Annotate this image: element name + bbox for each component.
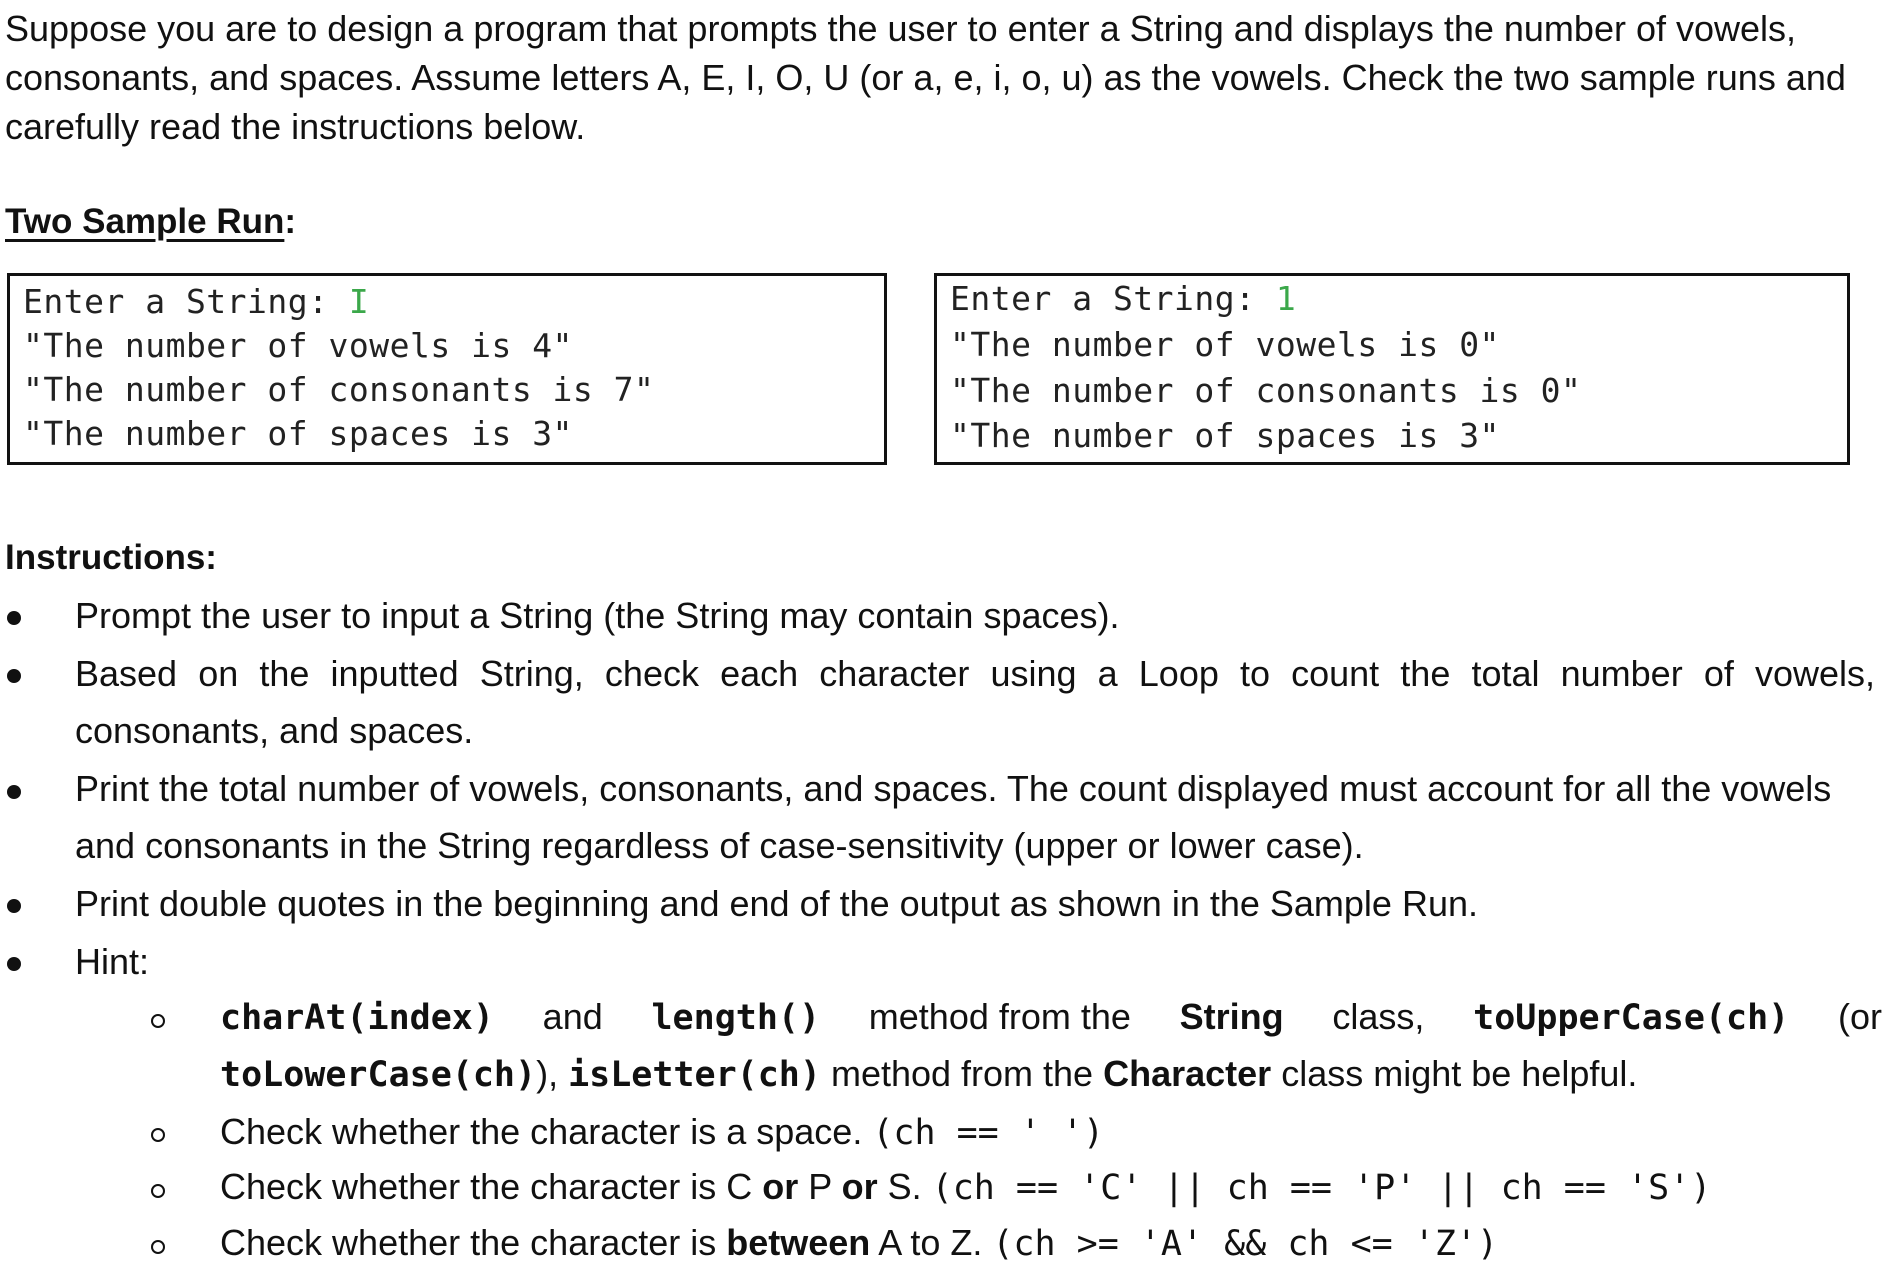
intro-paragraph — [5, 4, 1890, 151]
hint-3 — [220, 1166, 1711, 1208]
instruction-2-line-2: consonants, and spaces. — [75, 710, 474, 751]
console-2-prompt: Enter a String: — [950, 279, 1276, 318]
sample-run-heading — [5, 202, 296, 242]
bullet-icon — [7, 957, 21, 971]
intro-line-1: Suppose you are to design a program that prompts the user to enter a String and displays the number of vowels, — [5, 8, 1797, 49]
bullet-icon — [7, 899, 21, 913]
instruction-3-line-2: and consonants in the String regardless of case-sensitivity (upper or lower case). — [75, 825, 1364, 866]
bullet-icon — [7, 785, 21, 799]
hint-class-string: String — [1179, 996, 1284, 1037]
hint-text-close: ), — [536, 1053, 569, 1094]
hint-text-method-from: method from the — [868, 996, 1131, 1037]
hint-4-code: (ch >= 'A' && ch <= 'Z') — [992, 1224, 1499, 1264]
console-1-consonants-line: "The number of consonants is 7" — [23, 370, 655, 409]
hint-3-text-3: S. — [877, 1166, 932, 1207]
hint-code-length: length() — [651, 998, 821, 1038]
hint-3-text-1: Check whether the character is C — [220, 1166, 763, 1207]
hint-text-or: (or — [1837, 996, 1882, 1037]
hint-1-line-1 — [220, 996, 1882, 1038]
instructions-heading: Instructions: — [5, 538, 217, 577]
console-1-vowels-line: "The number of vowels is 4" — [23, 326, 573, 365]
hint-text-method-from-2: method from the — [820, 1053, 1104, 1094]
instruction-5-hint: Hint: — [75, 941, 150, 982]
bullet-icon — [7, 611, 21, 625]
sample-run-console-2 — [934, 273, 1850, 465]
hint-class-character: Character — [1103, 1053, 1272, 1094]
bullet-icon — [7, 669, 21, 683]
hint-3-text-2: P — [798, 1166, 842, 1207]
sub-bullet-icon — [151, 1128, 165, 1142]
sample-run-console-1 — [7, 273, 887, 465]
hint-text-helpful: class might be helpful. — [1271, 1053, 1638, 1094]
hint-4 — [220, 1222, 1498, 1264]
sample-run-heading-label: Two Sample Run — [5, 202, 285, 241]
console-1-input: I — [348, 282, 370, 321]
hint-code-tolowercase: toLowerCase(ch) — [220, 1055, 537, 1095]
hint-3-or-1: or — [762, 1166, 799, 1207]
intro-line-2: consonants, and spaces. Assume letters A, E, I, O, U (or a, e, i, o, u) as the vowels. Check the two sample runs and — [5, 57, 1846, 98]
hint-code-charat: charAt(index) — [220, 998, 494, 1038]
console-1-prompt: Enter a String: — [23, 282, 349, 321]
console-2-input: 1 — [1275, 279, 1297, 318]
instruction-1: Prompt the user to input a String (the String may contain spaces). — [75, 595, 1120, 636]
hint-2-text: Check whether the character is a space. — [220, 1111, 873, 1152]
intro-line-3: carefully read the instructions below. — [5, 106, 586, 147]
hint-code-isletter: isLetter(ch) — [568, 1055, 821, 1095]
sample-run-heading-colon: : — [284, 202, 297, 241]
instruction-4: Print double quotes in the beginning and end of the output as shown in the Sample Run. — [75, 883, 1478, 924]
console-2-consonants-line: "The number of consonants is 0" — [950, 371, 1582, 410]
hint-4-text-1: Check whether the character is — [220, 1222, 727, 1263]
hint-code-touppercase: toUpperCase(ch) — [1473, 998, 1790, 1038]
hint-4-text-2: A to Z. — [870, 1222, 993, 1263]
hint-3-code: (ch == 'C' || ch == 'P' || ch == 'S') — [931, 1168, 1712, 1208]
console-1-spaces-line: "The number of spaces is 3" — [23, 414, 573, 453]
instruction-2-line-1: Based on the inputted String, check each character using a Loop to count the total number of vowels, — [75, 653, 1875, 694]
hint-2-code: (ch == ' ') — [872, 1113, 1105, 1153]
instruction-3-line-1: Print the total number of vowels, consonants, and spaces. The count displayed must account for all the vowels — [75, 768, 1832, 809]
sub-bullet-icon — [151, 1240, 165, 1254]
console-1-prompt-line — [23, 282, 369, 321]
hint-4-between: between — [726, 1222, 871, 1263]
hint-3-or-2: or — [841, 1166, 878, 1207]
hint-text-and: and — [542, 996, 603, 1037]
hint-2 — [220, 1111, 1104, 1153]
console-2-prompt-line — [950, 279, 1296, 318]
hint-1-line-2 — [220, 1053, 1637, 1095]
hint-text-class: class, — [1332, 996, 1425, 1037]
sub-bullet-icon — [151, 1014, 165, 1028]
sub-bullet-icon — [151, 1184, 165, 1198]
console-2-vowels-line: "The number of vowels is 0" — [950, 325, 1500, 364]
console-2-spaces-line: "The number of spaces is 3" — [950, 416, 1500, 455]
